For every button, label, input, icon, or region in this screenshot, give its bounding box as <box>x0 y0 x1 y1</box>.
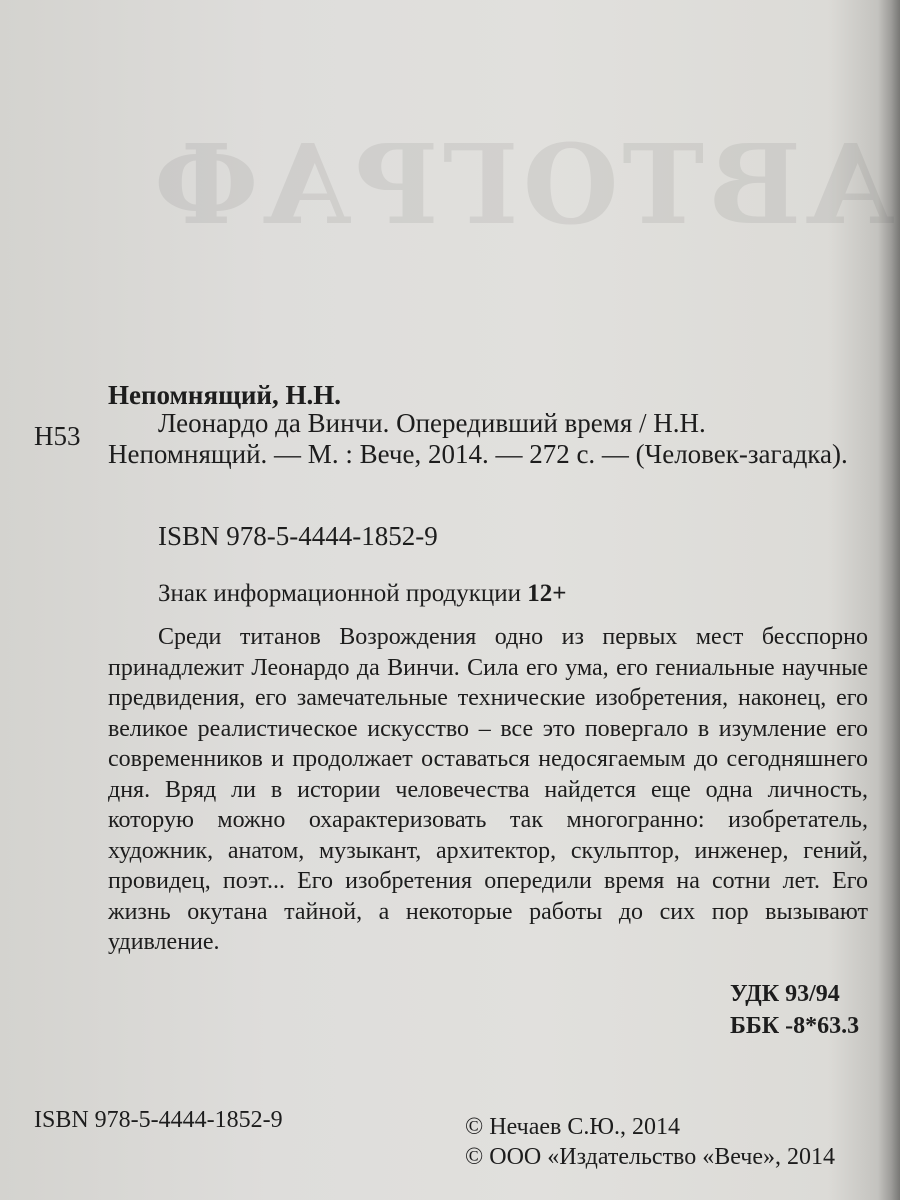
copyright-author: © Нечаев С.Ю., 2014 <box>465 1114 681 1140</box>
age-sign-label: Знак информационной продукции <box>158 580 522 607</box>
footer-isbn: ISBN 978-5-4444-1852-9 <box>34 1107 283 1133</box>
age-rating: 12+ <box>527 580 567 607</box>
catalog-description-text: Леонардо да Винчи. Опередивший время / Н.Н. Непомнящий. — М. : Вече, 2014. — 272 с. — (Человек-загадка). <box>108 408 848 469</box>
bleed-through-text: АВТОГРАФ <box>150 120 895 249</box>
catalog-description <box>108 408 856 470</box>
annotation <box>108 622 868 958</box>
annotation-text: Среди титанов Возрождения одно из первых мест бесспорно принадлежит Леонардо да Винчи. Сила его ума, его гениальные научные предвидения, его замечательные технические изобретения, наконец, его великое реалистическое искусство – все это повергало в изумление его современников и продолжает оставаться недосягаемым до сегодняшнего дня. Вряд ли в истории человечества найдется еще одна личность, которую можно охарактеризовать так многогранно: изобретатель, художник, анатом, музыкант, архитектор, скульптор, инженер, гений, провидец, поэт... Его изобретения опередили время на сотни лет. Его жизнь окутана тайной, а некоторые работы до сих пор вызывают удивление. <box>108 624 868 955</box>
bbk-code: ББК -8*63.3 <box>730 1013 860 1039</box>
page-edge-shadow <box>878 0 900 1200</box>
udk-code: УДК 93/94 <box>730 981 840 1007</box>
age-sign <box>158 578 567 610</box>
copyright-publisher: © ООО «Издательство «Вече», 2014 <box>465 1144 836 1170</box>
catalog-author: Непомнящий, Н.Н. <box>108 380 341 410</box>
catalog-isbn: ISBN 978-5-4444-1852-9 <box>158 521 438 551</box>
catalog-code: Н53 <box>34 421 81 451</box>
